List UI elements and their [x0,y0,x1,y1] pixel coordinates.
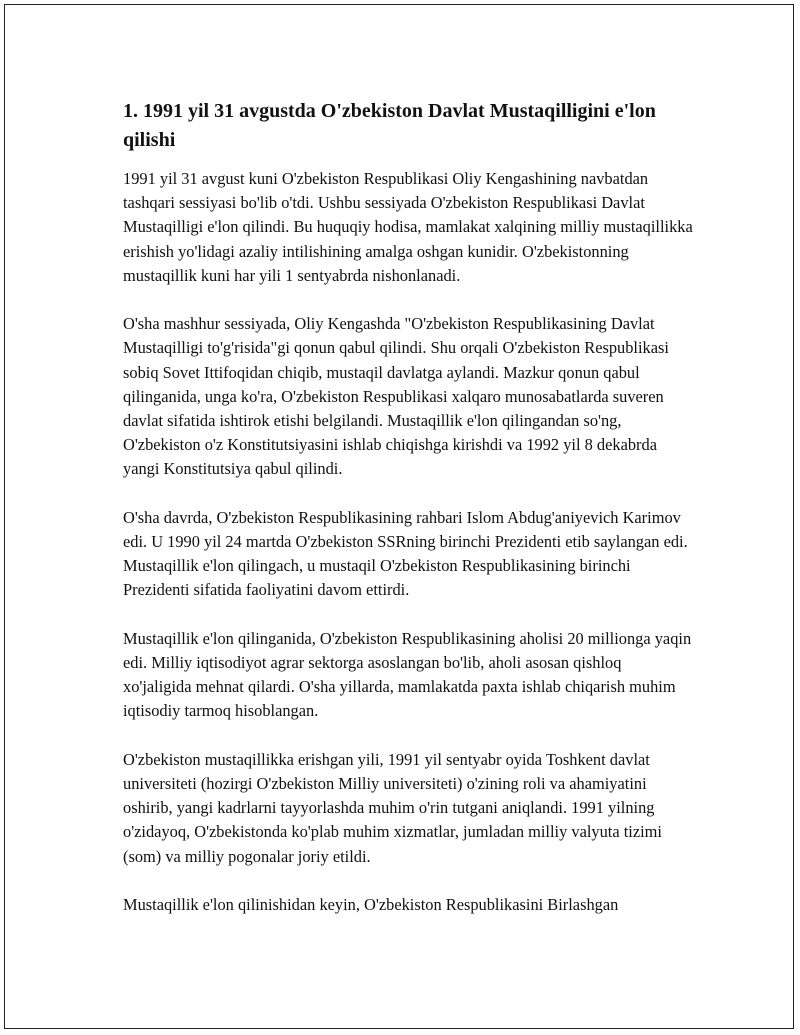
page-frame [4,4,794,1029]
paragraph-6: Mustaqillik e'lon qilinishidan keyin, O'zbekiston Respublikasini Birlashgan [123,895,619,915]
document-title: 1. 1991 yil 31 avgustda O'zbekiston Davlat Mustaqilligini e'lon qilishi [123,100,656,151]
paragraph-1: 1991 yil 31 avgust kuni O'zbekiston Respublikasi Oliy Kengashining navbatdan tashqari sessiyasi bo'lib o'tdi. Ushbu sessiyada O'zbekiston Respublikasi Davlat Mustaqilligi e'lon qilindi. Bu huquqiy hodisa, mamlakat xalqining milliy mustaqillikka erishish yo'lidagi azaliy intilishining amalga oshgan kunidir. O'zbekistonning mustaqillik kuni har yili 1 sentyabrda nishonlanadi. [123,169,693,285]
document-body [123,97,693,941]
paragraph-5: O'zbekiston mustaqillikka erishgan yili, 1991 yil sentyabr oyida Toshkent davlat universiteti (hozirgi O'zbekiston Milliy universiteti) o'zining roli va ahamiyatini oshirib, yangi kadrlarni tayyorlashda muhim o'rin tutgani aniqlandi. 1991 yilning o'zidayoq, O'zbekistonda ko'plab muhim xizmatlar, jumladan milliy valyuta tizimi (som) va milliy pogonalar joriy etildi. [123,749,662,866]
paragraph-2: O'sha mashhur sessiyada, Oliy Kengashda "O'zbekiston Respublikasining Davlat Mustaqilligi to'g'risida"gi qonun qabul qilindi. Shu orqali O'zbekiston Respublikasi sobiq Sovet Ittifoqidan chiqib, mustaqil davlatga aylandi. Mazkur qonun qabul qilinganida, unga ko'ra, O'zbekiston Respublikasi xalqaro munosabatlarda suveren davlat sifatida ishtirok etishi belgilandi. Mustaqillik e'lon qilingandan so'ng, O'zbekiston o'z Konstitutsiyasini ishlab chiqishga kirishdi va 1992 yil 8 dekabrda yangi Konstitutsiya qabul qilindi. [123,314,669,479]
paragraph-3: O'sha davrda, O'zbekiston Respublikasining rahbari Islom Abdug'aniyevich Karimov edi. U 1990 yil 24 martda O'zbekiston SSRning birinchi Prezidenti etib saylangan edi. Mustaqillik e'lon qilingach, u mustaqil O'zbekiston Respublikasining birinchi Prezidenti sifatida faoliyatini davom ettirdi. [123,507,688,600]
paragraph-4: Mustaqillik e'lon qilinganida, O'zbekiston Respublikasining aholisi 20 millionga yaqin edi. Milliy iqtisodiyot agrar sektorga asoslangan bo'lib, aholi asosan qishloq xo'jaligida mehnat qilardi. O'sha yillarda, mamlakatda paxta ishlab chiqarish muhim iqtisodiy tarmoq hisoblangan. [123,628,692,721]
